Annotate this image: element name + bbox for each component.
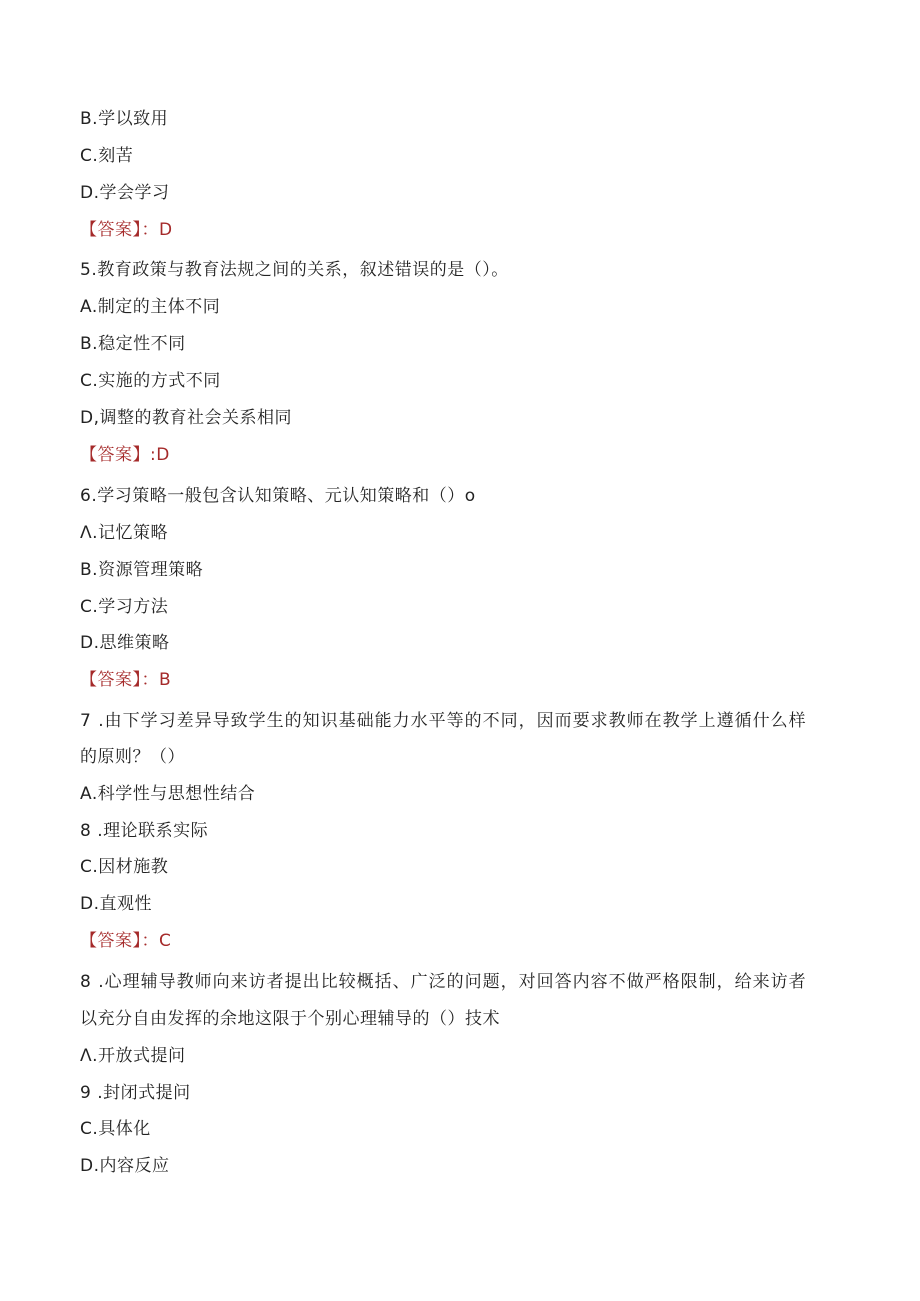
- option-c-q8: C.具体化: [80, 1119, 151, 1139]
- question-8-line-1: 8 .心理辅导教师向来访者提出比较概括、广泛的问题，对回答内容不做严格限制，给来访者: [80, 972, 807, 992]
- answer-q4: 【答案】：D: [80, 220, 173, 240]
- option-d-q8: D.内容反应: [80, 1156, 170, 1176]
- option-b-q7: 8 .理论联系实际: [80, 821, 209, 841]
- answer-q6: 【答案】：B: [80, 670, 172, 690]
- question-7-line-1: 7 .由下学习差异导致学生的知识基础能力水平等的不同，因而要求教师在教学上遵循什么样: [80, 711, 807, 731]
- option-a-q8: Λ.开放式提问: [80, 1046, 186, 1066]
- option-b-q6: B.资源管理策略: [80, 560, 204, 580]
- option-c-q5: C.实施的方式不同: [80, 371, 221, 391]
- option-d-q4: D.学会学习: [80, 183, 170, 203]
- option-b-q4: B.学以致用: [80, 109, 169, 129]
- option-c-q7: C.因材施教: [80, 857, 169, 877]
- option-b-q8: 9 .封闭式提问: [80, 1083, 191, 1103]
- option-d-q5: D,调整的教育社会关系相同: [80, 408, 292, 428]
- option-d-q7: D.直观性: [80, 894, 152, 914]
- question-5: 5.教育政策与教育法规之间的关系，叙述错误的是（）。: [80, 260, 509, 280]
- option-b-q5: B.稳定性不同: [80, 334, 186, 354]
- option-a-q7: A.科学性与思想性结合: [80, 784, 256, 804]
- option-c-q6: C.学习方法: [80, 597, 169, 617]
- question-8-line-2: 以充分自由发挥的余地这限于个别心理辅导的（）技术: [80, 1009, 500, 1029]
- question-6: 6.学习策略一般包含认知策略、元认知策略和（）o: [80, 486, 476, 506]
- option-a-q5: A.制定的主体不同: [80, 297, 221, 317]
- option-c-q4: C.刻苦: [80, 146, 134, 166]
- answer-q7: 【答案】：C: [80, 931, 172, 951]
- question-7-line-2: 的原则？（）: [80, 747, 185, 767]
- option-d-q6: D.思维策略: [80, 633, 170, 653]
- option-a-q6: Λ.记忆策略: [80, 523, 169, 543]
- answer-q5: 【答案】:D: [80, 445, 170, 465]
